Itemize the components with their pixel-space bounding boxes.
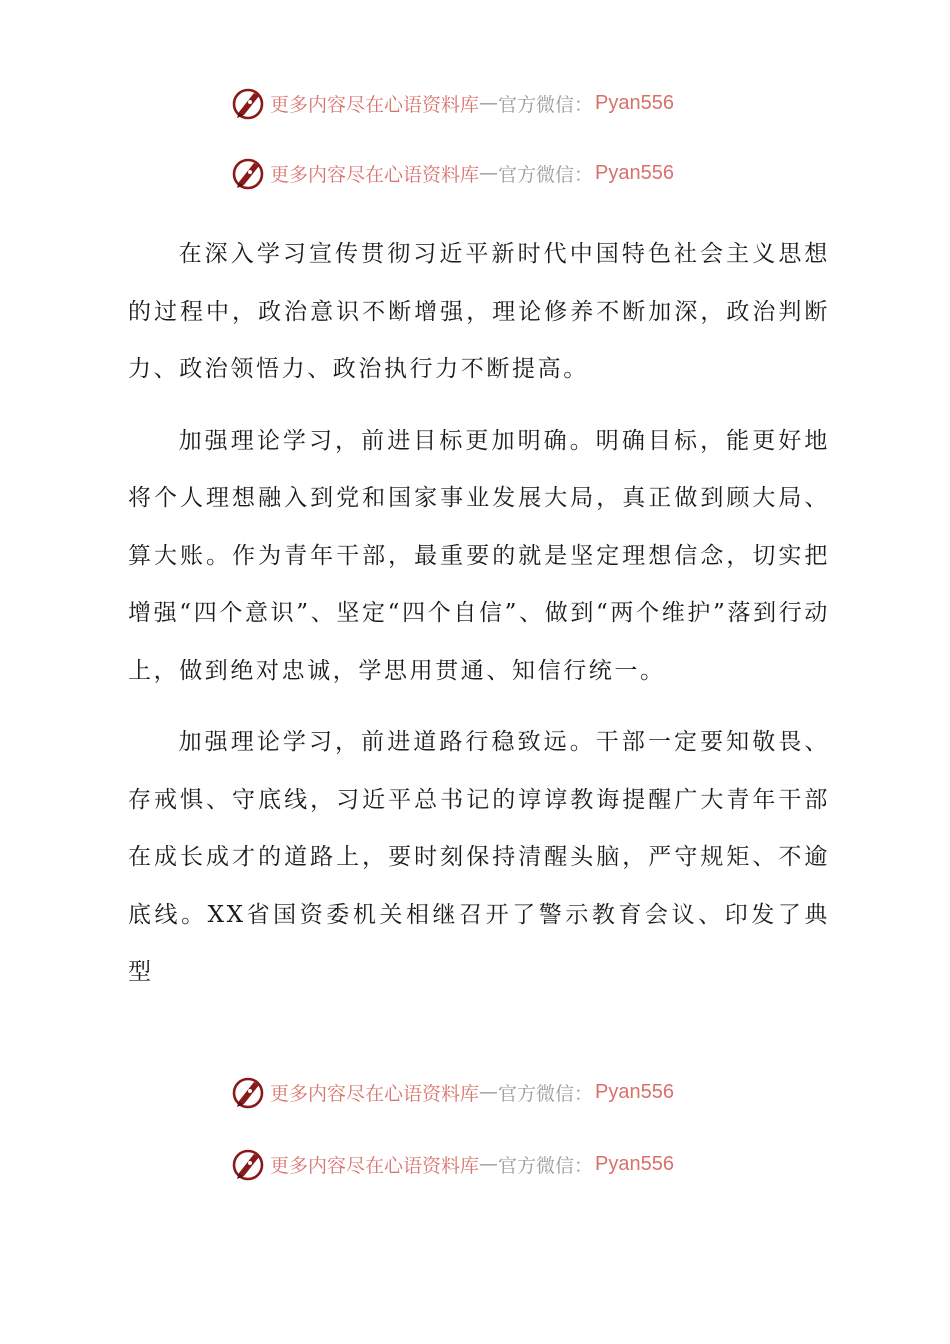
watermark-banner-bottom-1 (230, 1072, 674, 1112)
watermark-lead-text: 更多内容尽在心语资料库 (270, 163, 480, 186)
watermark-lead-text: 更多内容尽在心语资料库 (270, 1082, 480, 1105)
pen-logo-icon (230, 155, 266, 191)
paragraph-2: 加强理论学习，前进目标更加明确。明确目标，能更好地将个人理想融入到党和国家事业发展大局，真正做到顾大局、算大账。作为青年干部，最重要的就是坚定理想信念，切实把增强“四个意识”、坚定“四个自信”、做到“两个维护”落到行动上，做到绝对忠诚，学思用贯通、知信行统一。 (128, 427, 830, 684)
pen-logo-icon (230, 85, 266, 121)
watermark-lead-text: 更多内容尽在心语资料库 (270, 1154, 480, 1177)
watermark-dash: — (479, 1153, 499, 1175)
paragraph-3: 加强理论学习，前进道路行稳致远。干部一定要知敬畏、存戒惧、守底线，习近平总书记的谆谆教诲提醒广大青年干部在成长成才的道路上，要时刻保持清醒头脑，严守规矩、不逾底线。XX省国资委机关相继召开了警示教育会议、印发了典型 (128, 729, 830, 985)
watermark-wechat-id: Pyan556 (595, 1080, 674, 1103)
watermark-dash: — (479, 162, 499, 184)
watermark-lead-text: 更多内容尽在心语资料库 (270, 93, 480, 116)
watermark-dash: — (479, 1081, 499, 1103)
watermark-wechat-label: 官方微信： (498, 163, 594, 186)
watermark-banner-bottom-2 (230, 1144, 674, 1184)
pen-logo-icon (230, 1146, 266, 1182)
watermark-banner-top-2 (230, 153, 674, 193)
watermark-dash: — (479, 92, 499, 114)
watermark-wechat-label: 官方微信： (498, 93, 594, 116)
watermark-wechat-label: 官方微信： (498, 1154, 594, 1177)
watermark-wechat-id: Pyan556 (595, 91, 674, 114)
document-body (128, 226, 830, 1016)
watermark-wechat-id: Pyan556 (595, 161, 674, 184)
watermark-wechat-id: Pyan556 (595, 1152, 674, 1175)
watermark-wechat-label: 官方微信： (498, 1082, 594, 1105)
paragraph-1: 在深入学习宣传贯彻习近平新时代中国特色社会主义思想的过程中，政治意识不断增强，理论修养不断加深，政治判断力、政治领悟力、政治执行力不断提高。 (128, 241, 830, 382)
pen-logo-icon (230, 1074, 266, 1110)
watermark-banner-top-1 (230, 83, 674, 123)
